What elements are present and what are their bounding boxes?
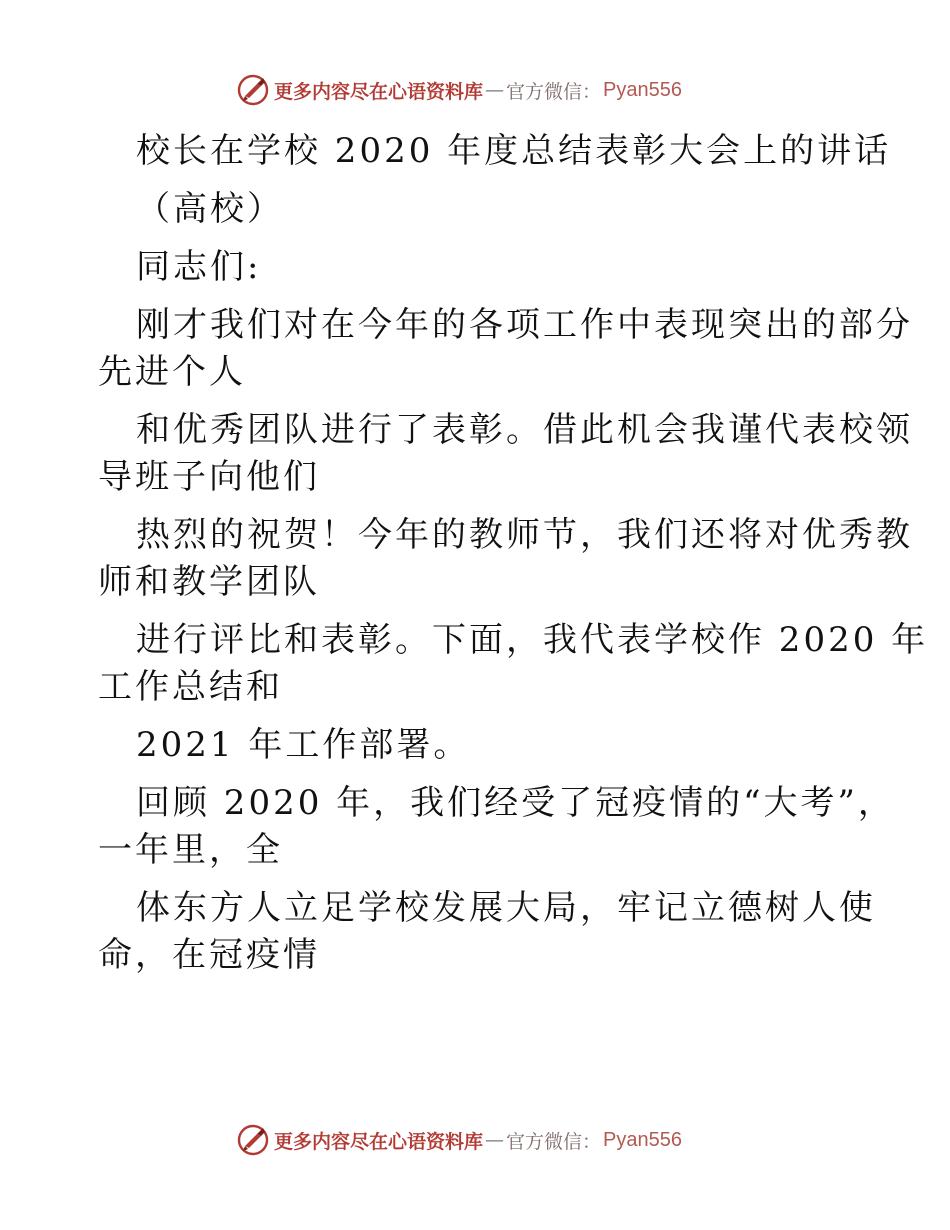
banner-wechat-id: Pyan556 [603, 1128, 682, 1151]
banner-main-text: 更多内容尽在心语资料库 [274, 1130, 484, 1153]
document-body [98, 122, 929, 984]
paragraph-line: 刚才我们对在今年的各项工作中表现突出的部分 [136, 305, 913, 345]
header-banner [236, 73, 682, 107]
paragraph-line: 工作总结和 [98, 667, 283, 707]
paragraph-line: 导班子向他们 [98, 457, 320, 497]
paragraph-line: 先进个人 [98, 352, 246, 392]
banner-dash: — [485, 79, 505, 101]
paragraph-line: 命，在冠疫情 [98, 935, 320, 975]
document-subtitle: （高校） [136, 189, 284, 229]
paragraph-line: 体东方人立足学校发展大局，牢记立德树人使 [136, 888, 876, 928]
banner-wechat-id: Pyan556 [603, 78, 682, 101]
paragraph-line: 回顾 2020 年，我们经受了冠疫情的“大考”， [136, 783, 895, 823]
paragraph-line: 2021 年工作部署。 [136, 725, 471, 765]
banner-dash: — [485, 1129, 505, 1151]
banner-main-text: 更多内容尽在心语资料库 [274, 80, 484, 103]
banner-wechat-label: 官方微信： [506, 80, 602, 103]
paragraph-line: 热烈的祝贺！今年的教师节，我们还将对优秀教 [136, 515, 913, 555]
paragraph-line: 进行评比和表彰。下面，我代表学校作 2020 年 [136, 620, 929, 660]
paragraph-line: 一年里，全 [98, 830, 283, 870]
document-title: 校长在学校 2020 年度总结表彰大会上的讲话 [136, 131, 892, 171]
pen-nib-logo-icon [236, 1123, 270, 1157]
footer-banner [236, 1123, 682, 1157]
paragraph-line: 和优秀团队进行了表彰。借此机会我谨代表校领 [136, 410, 913, 450]
banner-wechat-label: 官方微信： [506, 1130, 602, 1153]
pen-nib-logo-icon [236, 73, 270, 107]
salutation: 同志们: [136, 247, 262, 287]
paragraph-line: 师和教学团队 [98, 562, 320, 602]
